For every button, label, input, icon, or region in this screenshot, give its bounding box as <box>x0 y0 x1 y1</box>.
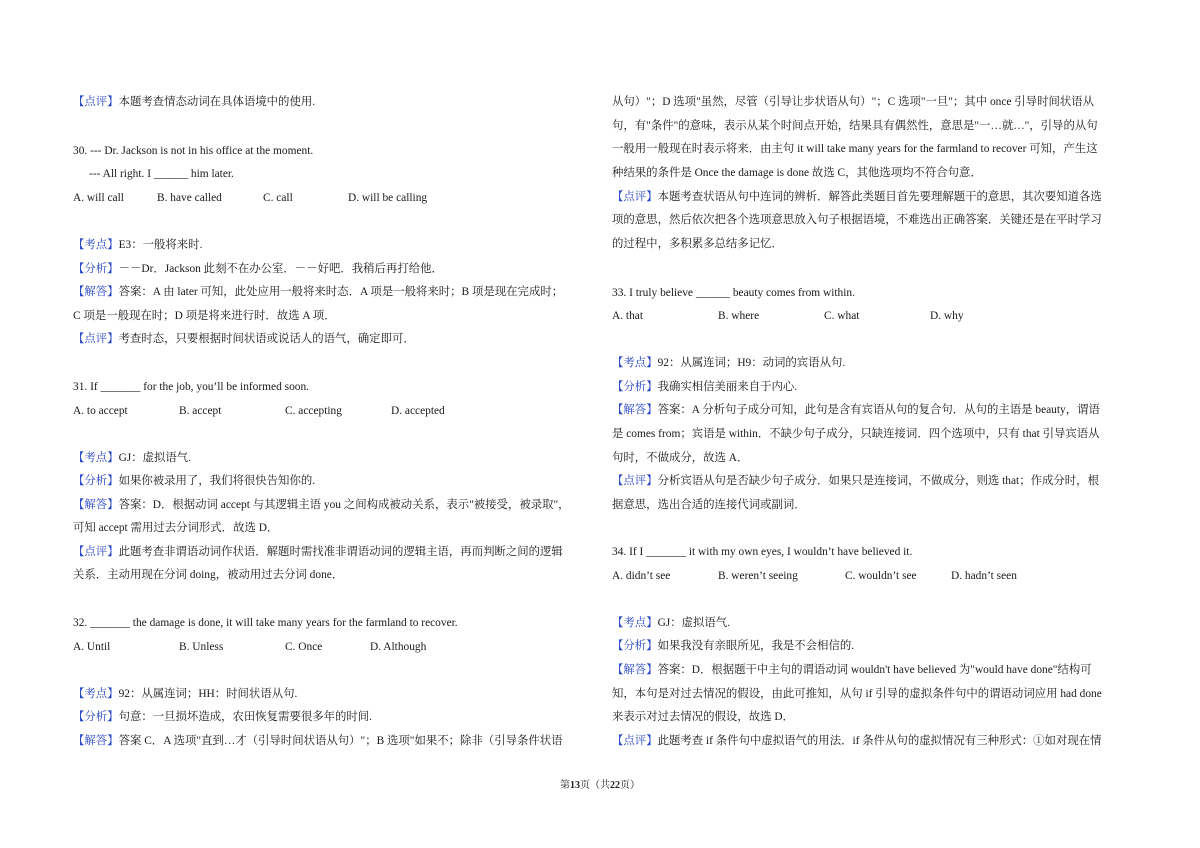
option-d: D. Although <box>370 641 427 653</box>
option-c: C. accepting <box>285 405 342 417</box>
jieda-33: 【解答】答案：A 分析句子成分可知，此句是含有宾语从句的复合句．从句的主语是 beauty，谓语 <box>612 404 1100 416</box>
dianping-32-line3: 的过程中，多积累多总结多记忆． <box>612 238 783 250</box>
option-a: A. to accept <box>73 405 128 417</box>
page-footer: 第13页（共22页） <box>560 780 640 791</box>
option-a: A. didn’t see <box>612 570 671 582</box>
option-c: C. wouldn’t see <box>845 570 917 582</box>
jieda-32-line4: 一般用一般现在时表示将来．由主句 it will take many years for the farmland to recover 可知，产生这 <box>612 143 1098 155</box>
fenxi-31: 【分析】如果你被录用了，我们将很快告知你的. <box>73 475 316 487</box>
comment-29: 【点评】本题考查情态动词在具体语境中的使用. <box>73 96 316 108</box>
dianping-30: 【点评】考查时态，只要根据时间状语或说话人的语气，确定即可． <box>73 333 415 345</box>
jieda-33-line2: 是 comes from；宾语是 within．不缺少句子成分，只缺连接词．四个选项中，只有 that 引导宾语从 <box>612 428 1100 440</box>
left-column <box>73 0 603 848</box>
option-a: A. that <box>612 310 644 322</box>
jieda-32-line2: 从句）"；D 选项"虽然，尽管（引导让步状语从句）"；C 选项"一旦"；其中 once 引导时间状语从 <box>612 96 1095 108</box>
fenxi-34: 【分析】如果我没有亲眼所见，我是不会相信的. <box>612 640 855 652</box>
option-b: B. accept <box>179 405 222 417</box>
question-34: 34. If I _______ it with my own eyes, I wouldn’t have believed it. <box>612 546 913 558</box>
option-d: D. will be calling <box>348 192 428 204</box>
dianping-32-line2: 项的意思，然后依次把各个选项意思放入句子根据语境，不难选出正确答案．关键还是在平时学习 <box>612 214 1102 226</box>
page-number: 13 <box>570 780 580 791</box>
option-d: D. accepted <box>391 405 445 417</box>
option-d: D. hadn’t seen <box>951 570 1017 582</box>
question-31-options <box>73 403 603 419</box>
right-column <box>612 0 1142 848</box>
kaodian-32: 【考点】92：从属连词；HH：时间状语从句. <box>73 688 298 700</box>
option-a: A. Until <box>73 641 111 653</box>
kaodian-34: 【考点】GJ：虚拟语气. <box>612 617 731 629</box>
fenxi-32: 【分析】句意：一旦损坏造成，农田恢复需要很多年的时间. <box>73 711 373 723</box>
jieda-34-line3: 来表示对过去情况的假设，故选 D． <box>612 711 794 723</box>
dianping-31-line2: 关系．主动用现在分词 doing，被动用过去分词 done． <box>73 569 344 581</box>
question-30-options <box>73 190 603 206</box>
question-32: 32. _______ the damage is done, it will take many years for the farmland to recover. <box>73 617 458 629</box>
question-33-options <box>612 308 1142 324</box>
total-pages: 22 <box>610 780 620 791</box>
dianping-33-line2: 据意思，选出合适的连接代词或副词． <box>612 499 806 511</box>
question-30-line2: --- All right. I ______ him later. <box>89 168 234 180</box>
jieda-32-line5: 种结果的条件是 Once the damage is done 故选 C，其他选项均不符合句意． <box>612 167 982 179</box>
jieda-31: 【解答】答案：D．根据动词 accept 与其逻辑主语 you 之间构成被动关系，表示"被接受，被录取"， <box>73 499 570 511</box>
jieda-33-line3: 句时，不做成分，故选 A． <box>612 452 749 464</box>
jieda-31-line2: 可知 accept 需用过去分词形式．故选 D． <box>73 522 279 534</box>
jieda-32: 【解答】答案 C．A 选项"直到…才（引导时间状语从句）"；B 选项"如果不；除非（引导条件状语 <box>73 735 563 747</box>
jieda-34: 【解答】答案：D．根据题干中主句的谓语动词 wouldn't have believed 为"would have done"结构可 <box>612 664 1092 676</box>
question-31: 31. If _______ for the job, you’ll be informed soon. <box>73 381 309 393</box>
dianping-34: 【点评】此题考查 if 条件句中虚拟语气的用法．if 条件从句的虚拟情况有三种形式：①如对现在情 <box>612 735 1102 747</box>
kaodian-30: 【考点】E3：一般将来时. <box>73 239 203 251</box>
jieda-32-line3: 句，有"条件"的意味，表示从某个时间点开始，结果具有偶然性，意思是"一…就…"，引导的从句 <box>612 120 1098 132</box>
option-d: D. why <box>930 310 964 322</box>
dianping-31: 【点评】此题考查非谓语动词作状语．解题时需找准非谓语动词的逻辑主语，再而判断之间的逻辑 <box>73 546 563 558</box>
kaodian-33: 【考点】92：从属连词；H9：动词的宾语从句. <box>612 357 846 369</box>
jieda-30-line2: C 项是一般现在时；D 项是将来进行时．故选 A 项． <box>73 310 336 322</box>
kaodian-31: 【考点】GJ：虚拟语气. <box>73 452 192 464</box>
question-33: 33. I truly believe ______ beauty comes from within. <box>612 287 855 299</box>
jieda-34-line2: 知，本句是对过去情况的假设，由此可推知，从句 if 引导的虚拟条件句中的谓语动词应用 had done <box>612 688 1102 700</box>
dianping-32: 【点评】本题考查状语从句中连词的辨析．解答此类题目首先要理解题干的意思，其次要知道各选 <box>612 191 1102 203</box>
question-30: 30. --- Dr. Jackson is not in his office at the moment. <box>73 145 314 157</box>
option-b: B. have called <box>157 192 222 204</box>
dianping-33: 【点评】分析宾语从句是否缺少句子成分．如果只是连接词，不做成分，则选 that；作成分时，根 <box>612 475 1099 487</box>
question-34-options <box>612 568 1142 584</box>
option-a: A. will call <box>73 192 124 204</box>
option-c: C. Once <box>285 641 323 653</box>
fenxi-33: 【分析】我确实相信美丽来自于内心. <box>612 381 798 393</box>
option-c: C. call <box>263 192 293 204</box>
option-b: B. where <box>718 310 760 322</box>
option-b: B. Unless <box>179 641 224 653</box>
jieda-30: 【解答】答案：A 由 later 可知，此处应用一般将来时态．A 项是一般将来时；B 项是现在完成时； <box>73 286 564 298</box>
option-c: C. what <box>824 310 860 322</box>
fenxi-30: 【分析】－－Dr．Jackson 此刻不在办公室．－－好吧．我稍后再打给他． <box>73 263 443 275</box>
option-b: B. weren’t seeing <box>718 570 798 582</box>
question-32-options <box>73 639 603 655</box>
